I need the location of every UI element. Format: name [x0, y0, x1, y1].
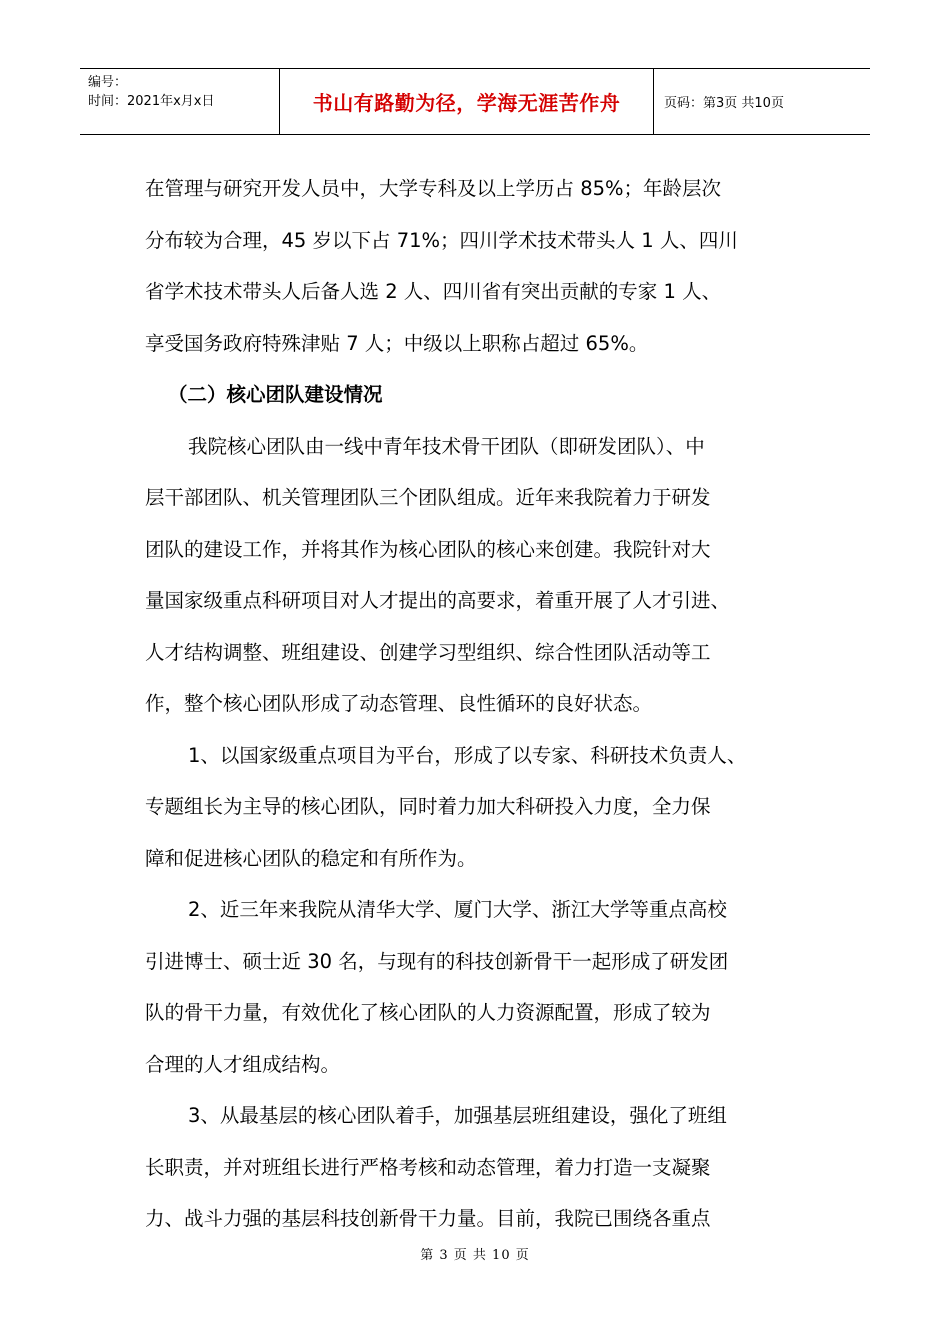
list-item-line: 引进博士、硕士近 30 名，与现有的科技创新骨干一起形成了研发团	[145, 949, 729, 973]
section-heading: （二）核心团队建设情况	[168, 383, 383, 406]
paragraph-line: 我院核心团队由一线中青年技术骨干团队（即研发团队）、中	[188, 434, 705, 458]
header-motto: 书山有路勤为径，学海无涯苦作舟	[280, 69, 654, 134]
page-header	[80, 68, 870, 135]
paragraph-line: 分布较为合理，45 岁以下占 71%；四川学术技术带头人 1 人、四川	[145, 228, 738, 252]
list-item-line: 队的骨干力量，有效优化了核心团队的人力资源配置，形成了较为	[145, 1001, 711, 1024]
paragraph-line: 在管理与研究开发人员中，大学专科及以上学历占 85%；年龄层次	[145, 177, 722, 200]
document-number-label: 编号：	[88, 75, 128, 90]
list-item-line: 3、从最基层的核心团队着手，加强基层班组建设，强化了班组	[188, 1104, 727, 1127]
paragraph-line: 人才结构调整、班组建设、创建学习型组织、综合性团队活动等工	[145, 640, 711, 664]
list-item-line: 力、战斗力强的基层科技创新骨干力量。目前，我院已围绕各重点	[145, 1207, 711, 1230]
paragraph-line: 享受国务政府特殊津贴 7 人；中级以上职称占超过 65%。	[145, 331, 649, 355]
page-footer: 第 3 页 共 10 页	[420, 1248, 530, 1263]
list-item-line: 专题组长为主导的核心团队，同时着力加大科研投入力度，全力保	[145, 795, 711, 818]
list-item-line: 1、以国家级重点项目为平台，形成了以专家、科研技术负责人、	[188, 743, 747, 767]
paragraph-line: 作，整个核心团队形成了动态管理、良性循环的良好状态。	[145, 692, 653, 715]
document-date: 时间：2021年x月x日	[88, 94, 215, 109]
list-item-line: 合理的人才组成结构。	[145, 1052, 341, 1076]
list-item-line: 障和促进核心团队的稳定和有所作为。	[145, 846, 477, 870]
header-meta	[80, 69, 280, 134]
paragraph-line: 团队的建设工作，并将其作为核心团队的核心来创建。我院针对大	[145, 537, 711, 561]
body-text	[145, 163, 805, 1245]
paragraph-line: 量国家级重点科研项目对人才提出的高要求，着重开展了人才引进、	[145, 589, 731, 612]
list-item-line: 2、近三年来我院从清华大学、厦门大学、浙江大学等重点高校	[188, 898, 727, 921]
header-page-info: 页码：第3页 共10页	[664, 96, 784, 111]
paragraph-line: 省学术技术带头人后备人选 2 人、四川省有突出贡献的专家 1 人、	[145, 280, 722, 303]
list-item-line: 长职责，并对班组长进行严格考核和动态管理，着力打造一支凝聚	[145, 1155, 711, 1179]
paragraph-line: 层干部团队、机关管理团队三个团队组成。近年来我院着力于研发	[145, 486, 711, 509]
